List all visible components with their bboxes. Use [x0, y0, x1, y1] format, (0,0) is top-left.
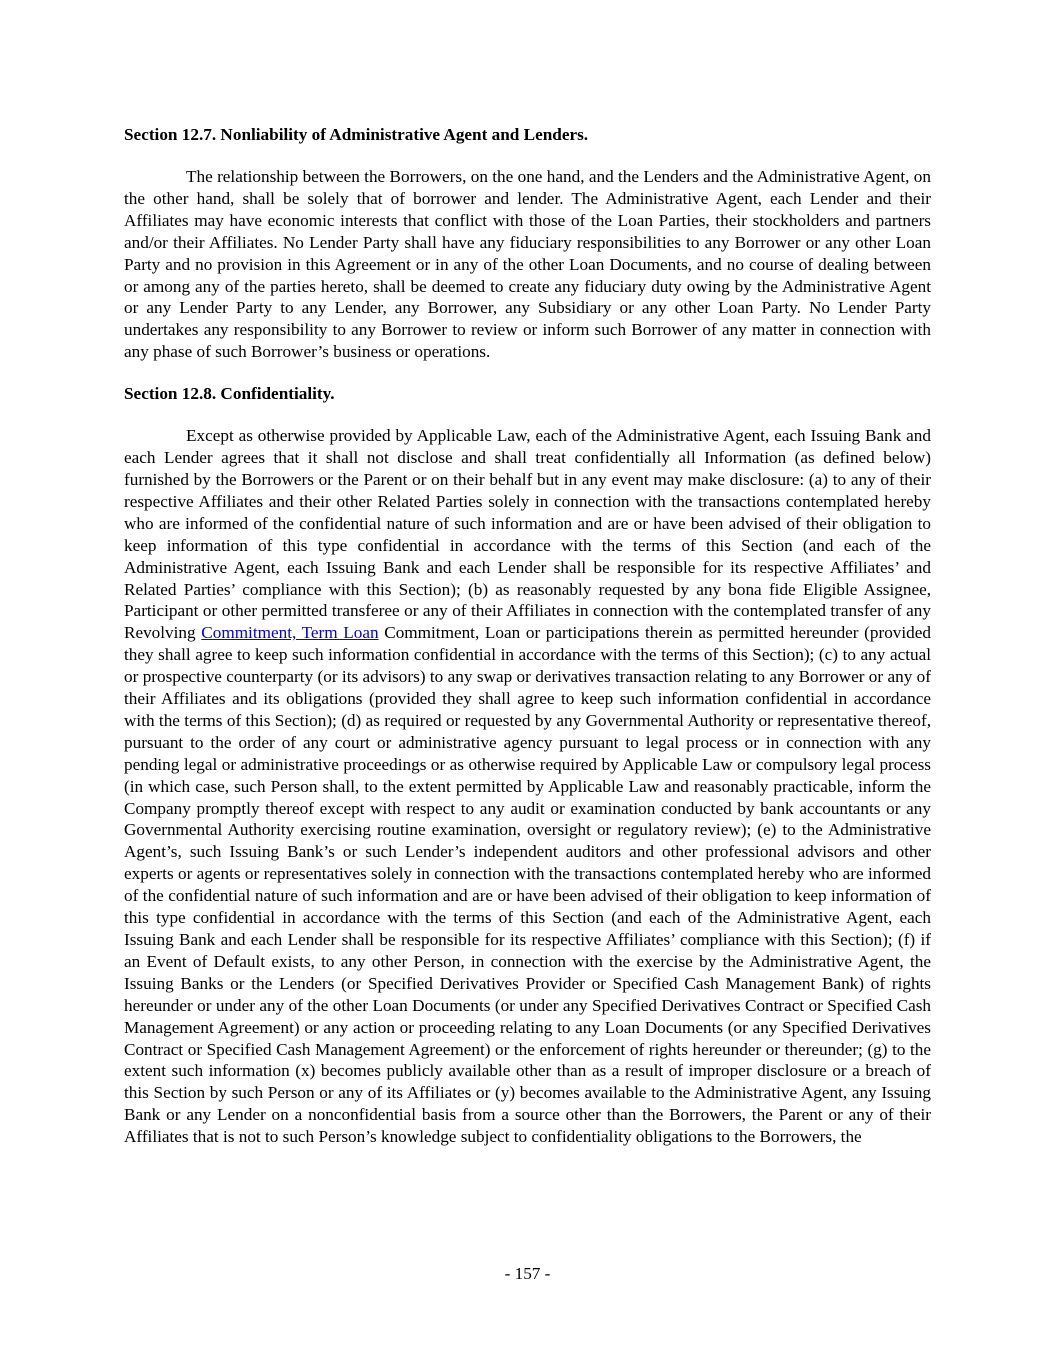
- document-page: [124, 124, 931, 1168]
- section-12-8-text-after-link: Commitment, Loan or participations therein as permitted hereunder (provided they shall agree to keep such information confidential in accordance with the terms of this Section); (c) to any actual or prospective counterparty (or its advisors) to any swap or derivatives transaction relating to any Borrower or any of their Affiliates and its obligations (provided they shall agree to keep such information confidential in accordance with the terms of this Section); (d) as required or requested by any Governmental Authority or representative thereof, pursuant to the order of any court or administrative agency pursuant to legal process or in connection with any pending legal or administrative proceedings or as otherwise required by Applicable Law or compulsory legal process (in which case, such Person shall, to the extent permitted by Applicable Law and reasonably practicable, inform the Company promptly thereof except with respect to any audit or examination conducted by bank accountants or any Governmental Authority exercising routine examination, oversight or regulatory review); (e) to the Administrative Agent’s, such Issuing Bank’s or such Lender’s independent auditors and other professional advisors and other experts or agents or representatives solely in connection with the transactions contemplated hereby who are informed of the confidential nature of such information and are or have been advised of their obligation to keep information of this type confidential in accordance with the terms of this Section (and each of the Administrative Agent, each Issuing Bank and each Lender shall be responsible for its respective Affiliates’ compliance with this Section); (f) if an Event of Default exists, to any other Person, in connection with the exercise by the Administrative Agent, the Issuing Banks or the Lenders (or Specified Derivatives Provider or Specified Cash Management Bank) of rights hereunder or under any of the other Loan Documents (or under any Specified Derivatives Contract or Specified Cash Management Agreement) or any action or proceeding relating to any Loan Documents (or any Specified Derivatives Contract or Specified Cash Management Agreement) or the enforcement of rights hereunder or thereunder; (g) to the extent such information (x) becomes publicly available other than as a result of improper disclosure or a breach of this Section by such Person or any of its Affiliates or (y) becomes available to the Administrative Agent, any Issuing Bank or any Lender on a nonconfidential basis from a source other than the Borrowers, the Parent or any of their Affiliates that is not to such Person’s knowledge subject to confidentiality obligations to the Borrowers, the: [124, 623, 931, 1147]
- section-12-8-heading: Section 12.8. Confidentiality.: [124, 384, 335, 404]
- section-12-8-body: [124, 425, 931, 1148]
- section-12-7-heading: Section 12.7. Nonliability of Administrative Agent and Lenders.: [124, 125, 589, 144]
- section-12-7-body: The relationship between the Borrowers, on the one hand, and the Lenders and the Administrative Agent, on the other hand, shall be solely that of borrower and lender. The Administrative Agent, each Lender and their Affiliates may have economic interests that conflict with those of the Loan Parties, their stockholders and partners and/or their Affiliates. No Lender Party shall have any fiduciary responsibilities to any Borrower or any other Loan Party and no provision in this Agreement or in any of the other Loan Documents, and no course of dealing between or among any of the parties hereto, shall be deemed to create any fiduciary duty owing by the Administrative Agent or any Lender Party to any Lender, any Borrower, any Subsidiary or any other Loan Party. No Lender Party undertakes any responsibility to any Borrower to review or inform such Borrower of any matter in connection with any phase of such Borrower’s business or operations.: [124, 167, 931, 362]
- section-12-8-text-before-link: Except as otherwise provided by Applicable Law, each of the Administrative Agent, each Issuing Bank and each Lender agrees that it shall not disclose and shall treat confidentially all Information (as defined below) furnished by the Borrowers or the Parent or on their behalf but in any event may make disclosure: (a) to any of their respective Affiliates and their other Related Parties solely in connection with the transactions contemplated hereby who are informed of the confidential nature of such information and are or have been advised of their obligation to keep information of this type confidential in accordance with the terms of this Section (and each of the Administrative Agent, each Issuing Bank and each Lender shall be responsible for its respective Affiliates’ and Related Parties’ compliance with this Section); (b) as reasonably requested by any bona fide Eligible Assignee, Participant or other permitted transferee or any of their Affiliates in connection with the contemplated transfer of any Revolving: [124, 426, 931, 643]
- term-loan-link[interactable]: Commitment, Term Loan: [201, 623, 379, 643]
- page-number: - 157 -: [504, 1264, 551, 1283]
